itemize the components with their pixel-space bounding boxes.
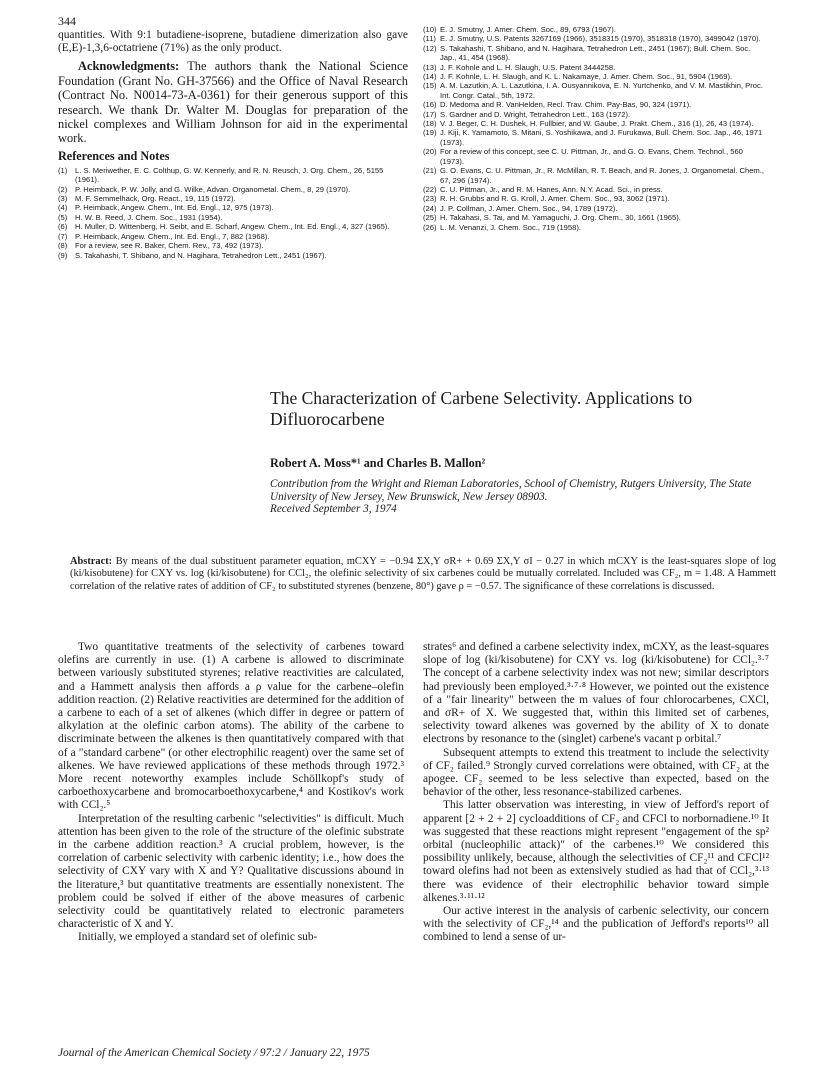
reference-number: (22): [423, 184, 437, 194]
top-left-column: [58, 29, 408, 260]
reference-item: [423, 166, 768, 185]
reference-text: V. J. Beger, C. H. Dushek, H. Fullbier, and W. Gaube, J. Prakt. Chem., 316 (1), 26, 43 (1974).: [440, 119, 754, 129]
reference-number: (8): [58, 241, 68, 251]
body-paragraph: This latter observation was interesting, in view of Jefford's report of apparent [2 + 2 + 2] cycloadditions of CF₂ and CFCl to norbornadiene.¹⁰ It was suggested that these reactions might represent "engagement of the sp² orbital (nucleophilic attack)" of the carbenes.¹⁰ We considered this possibility unlikely, because, although the selectivities of CF₂¹¹ and CFCl¹² toward olefins had not been as extensively studied as had that of CCl₂,³·¹³ there was evidence of their electrophilic behavior toward simple alkenes.³·¹¹·¹²: [423, 799, 769, 904]
acknowledgments-text: The authors thank the National Science Foundation (Grant No. GH-37566) and the Office of Naval Research (Contract No. N0014-73-A-0361) for their generous support of this research. We thank Dr. Walter M. Douglas for preparation of the nickel complexes and William Johnson for aid in the experimental work.: [58, 59, 408, 146]
reference-item: [58, 251, 408, 260]
reference-item: [423, 213, 768, 222]
affiliation: Contribution from the Wright and Rieman Laboratories, School of Chemistry, Rutgers University, The State University of New Jersey, New Brunswick, New Jersey 08903.: [270, 478, 752, 503]
abstract-heading: Abstract:: [70, 556, 113, 567]
reference-number: (6): [58, 222, 68, 232]
reference-item: [423, 185, 768, 194]
reference-item: [58, 194, 408, 203]
reference-item: [423, 81, 768, 100]
reference-item: [423, 204, 768, 213]
reference-number: (15): [423, 81, 437, 91]
reference-text: E. J. Smutny, J. Amer. Chem. Soc., 89, 6793 (1967).: [440, 25, 616, 34]
reference-number: (20): [423, 147, 437, 157]
reference-number: (9): [58, 250, 68, 260]
body-left-column: [58, 641, 404, 945]
received-date: Received September 3, 1974: [270, 503, 397, 516]
reference-number: (14): [423, 72, 437, 82]
reference-text: P. Heimback, Angew. Chem., Int. Ed. Engl., 12, 975 (1973).: [75, 203, 274, 213]
reference-number: (18): [423, 119, 437, 129]
reference-number: (13): [423, 62, 437, 72]
abstract: [70, 556, 776, 593]
reference-number: (23): [423, 194, 437, 204]
body-paragraph: Initially, we employed a standard set of olefinic sub-: [78, 931, 318, 944]
reference-number: (4): [58, 203, 68, 213]
reference-text: J. P. Collman, J. Amer. Chem. Soc., 94, 1789 (1972).: [440, 203, 618, 213]
body-paragraph: Subsequent attempts to extend this treatment to include the selectivity of CF₂ failed.⁹ Strongly curved correlations were obtained, with CF₂ at the apogee. CF₂ seemed to be less selective than expected, based on the behavior of the other, less resonance-stabilized carbenes.: [423, 746, 769, 799]
authors: Robert A. Moss*¹ and Charles B. Mallon²: [270, 456, 486, 470]
body-paragraph: Our active interest in the analysis of carbenic selectivity, our concern with the selectivity of CF₂,¹⁴ and the publication of Jefford's reports¹⁰ all combined to lend a sense of ur-: [423, 905, 769, 944]
affiliation-block: [270, 478, 770, 516]
reference-item: [58, 166, 408, 185]
reference-text: G. O. Evans, C. U. Pittman, Jr., R. McMillan, R. T. Beach, and R. Jones, J. Organometal. Chem., 67, 296 (1974).: [440, 166, 764, 185]
reference-number: (7): [58, 231, 68, 241]
reference-item: [58, 185, 408, 194]
reference-text: M. F. Semmelhack, Org. React., 19, 115 (1972).: [75, 194, 236, 204]
acknowledgments-heading: Acknowledgments:: [78, 59, 180, 74]
reference-text: S. Gardner and D. Wright, Tetrahedron Lett., 163 (1972).: [440, 109, 631, 119]
reference-item: [423, 128, 768, 147]
reference-item: [58, 213, 408, 222]
reference-number: (5): [58, 212, 68, 222]
reference-text: C. U. Pittman, Jr., and R. M. Hanes, Ann. N.Y. Acad. Sci., in press.: [440, 184, 663, 194]
reference-number: (2): [58, 184, 68, 194]
reference-text: L. M. Venanzi, J. Chem. Soc., 719 (1958).: [440, 222, 581, 232]
body-paragraph: Two quantitative treatments of the selectivity of carbenes toward olefins are currently in use. (1) A carbene is allowed to discriminate between variously substituted styrenes; relative reactivities are calculated, and a Hammett analysis then affords a ρ value for the carbene–olefin addition reaction. (2) Relative reactivities are determined for the addition of a carbene to each of a set of alkenes (which differ in degree or pattern of alkylation at the olefinic carbon atoms). The ability of the carbene to discriminate between the alkenes is then quantitatively compared with that of a "standard carbene" (or other electrophilic reagent) over the same set of alkenes. We have reviewed applications of these methods through 1972.³ More recent noteworthy examples include Schöllkopf's study of carboethoxycarbene and bromocarboethoxycarbene,⁴ and Kostikov's work with CCl₂.⁵: [58, 641, 404, 812]
reference-text: P. Heimback, P. W. Jolly, and G. Wilke, Advan. Organometal. Chem., 8, 29 (1970).: [75, 184, 351, 194]
reference-text: R. H. Grubbs and R. G. Kroll, J. Amer. Chem. Soc., 93, 3062 (1971).: [440, 194, 670, 204]
reference-text: L. S. Meriwether, E. C. Colthup, G. W. Kennerly, and R. N. Reusch, J. Org. Chem., 26, 5155 (1961).: [75, 165, 384, 185]
reference-item: [423, 72, 768, 81]
reference-text: J. F. Kohnle, L. H. Slaugh, and K. L. Nakamaye, J. Amer. Chem. Soc., 91, 5904 (1969).: [440, 72, 733, 82]
body-paragraph: strates⁶ and defined a carbene selectivity index, mCXY, as the least-squares slope of log (ki/kisobutene) for CXY vs. log (ki/kisobutene) for CCl₂.³·⁷ The concept of a carbene selectivity index was not new; similar descriptors had previously been employed.³·⁷·⁸ However, we pointed out the existence of a "fair linearity" between the m values of four chlorocarbenes, CXCl, and σR+ of X. We suggested that, within this limited set of carbenes, selectivity toward alkenes was governed by the ability of X to donate electrons by resonance to the (singlet) carbene's vacant p orbital.⁷: [423, 641, 769, 746]
reference-item: [58, 222, 408, 231]
reference-number: (3): [58, 194, 68, 204]
reference-number: (16): [423, 100, 437, 110]
abstract-text: By means of the dual substituent parameter equation, mCXY = −0.94 ΣX,Y σR+ + 0.69 ΣX,Y σI − 0.27 in which mCXY is the least-squares slope of log (ki/kisobutene) for CXY vs. log (ki/kisobutene) for CCl₂, the olefinic selectivity of six carbenes could be mutually correlated. Included was CF₂, m = 1.48. A Hammett correlation of the relative rates of addition of CF₂ to substituted styrenes (benzene, 80°) gave ρ = −0.57. The significance of these correlations is discussed.: [70, 556, 776, 592]
reference-text: A. M. Lazutkin, A. L. Lazutkina, I. A. Ousyannikova, E. N. Yurtchenko, and V. M. Mastikhin, Proc. Int. Congr. Catal., 5th, 1972.: [440, 81, 763, 100]
references-list-right: [423, 25, 768, 232]
reference-text: For a review of this concept, see C. U. Pittman, Jr., and G. O. Evans, Chem. Technol., 560 (1973).: [440, 147, 743, 166]
continuation-paragraph: quantities. With 9:1 butadiene-isoprene, butadiene dimerization also gave (E,E)-1,3,6-octatriene (71%) as the only product.: [58, 29, 408, 55]
reference-text: For a review, see R. Baker, Chem. Rev., 73, 492 (1973).: [75, 241, 264, 251]
reference-text: S. Takahashi, T. Shibano, and N. Hagihara, Tetrahedron Lett., 2451 (1967); Bull. Chem. Soc. Jap., 41, 454 (1968).: [440, 43, 751, 63]
reference-item: [423, 44, 768, 63]
reference-item: [423, 147, 768, 166]
reference-item: [423, 63, 768, 72]
reference-number: (25): [423, 213, 437, 223]
reference-text: P. Heimback, Angew. Chem., Int. Ed. Engl., 7, 882 (1968).: [75, 231, 270, 241]
reference-item: [58, 241, 408, 250]
reference-number: (1): [58, 165, 68, 175]
body-paragraph: Interpretation of the resulting carbenic "selectivities" is difficult. Much attention has been given to the role of the structure of the olefinic substrate in the carbene addition reaction.³ A crucial problem, however, is the correlation of carbenic selectivity with carbenic identity; i.e., how does the selectivity of CXY vary with X and Y? Qualitative discussions abound in the literature,³ but quantitative treatments are essentially nonexistent. The problem could be solved if either of the above measures of carbenic selectivity could be quantitatively related to electronic parameters characteristic of X and Y.: [58, 812, 404, 931]
reference-item: [423, 110, 768, 119]
reference-number: (12): [423, 43, 437, 53]
reference-number: (19): [423, 128, 437, 138]
reference-item: [58, 232, 408, 241]
reference-text: J. F. Kohnle and L. H. Slaugh, U.S. Patent 3444258.: [440, 62, 616, 72]
acknowledgments-paragraph: [58, 59, 408, 145]
reference-text: H. Takahasi, S. Tai, and M. Yamaguchi, J. Org. Chem., 30, 1661 (1965).: [440, 213, 681, 223]
reference-number: (21): [423, 166, 437, 176]
reference-item: [423, 119, 768, 128]
reference-item: [423, 100, 768, 109]
reference-item: [423, 223, 768, 232]
reference-item: [423, 34, 768, 43]
reference-text: E. J. Smutny, U.S. Patents 3267169 (1966), 3518315 (1970), 3518318 (1970), 3499042 (1970).: [440, 34, 761, 44]
reference-number: (11): [423, 34, 436, 44]
article-title: The Characterization of Carbene Selectivity. Applications to Difluorocarbene: [270, 388, 693, 429]
reference-number: (24): [423, 203, 437, 213]
page-number: 344: [58, 14, 76, 28]
body-right-column: [423, 641, 769, 945]
reference-item: [58, 203, 408, 212]
reference-text: S. Takahashi, T. Shibano, and N. Hagihara, Tetrahedron Lett., 2451 (1967).: [75, 250, 327, 260]
reference-item: [423, 25, 768, 34]
reference-text: D. Medoma and R. VanHelden, Recl. Trav. Chim. Pay-Bas, 90, 324 (1971).: [440, 100, 692, 110]
references-list-left: [58, 166, 408, 260]
reference-text: J. Kiji, K. Yamamoto, S. Mitani, S. Yoshikawa, and J. Furukawa, Bull. Chem. Soc. Jap., 46, 1971 (1973).: [440, 128, 763, 147]
journal-footer: Journal of the American Chemical Society / 97:2 / January 22, 1975: [58, 1047, 370, 1059]
reference-item: [423, 194, 768, 203]
reference-number: (26): [423, 222, 437, 232]
reference-text: H. Muller, D. Wittenberg, H. Seibt, and E. Scharf, Angew. Chem., Int. Ed. Engl., 4, 327 (1965).: [75, 222, 390, 232]
reference-number: (17): [423, 109, 437, 119]
references-heading: References and Notes: [58, 148, 170, 163]
reference-number: (10): [423, 25, 437, 34]
reference-text: H. W. B. Reed, J. Chem. Soc., 1931 (1954).: [75, 212, 223, 222]
